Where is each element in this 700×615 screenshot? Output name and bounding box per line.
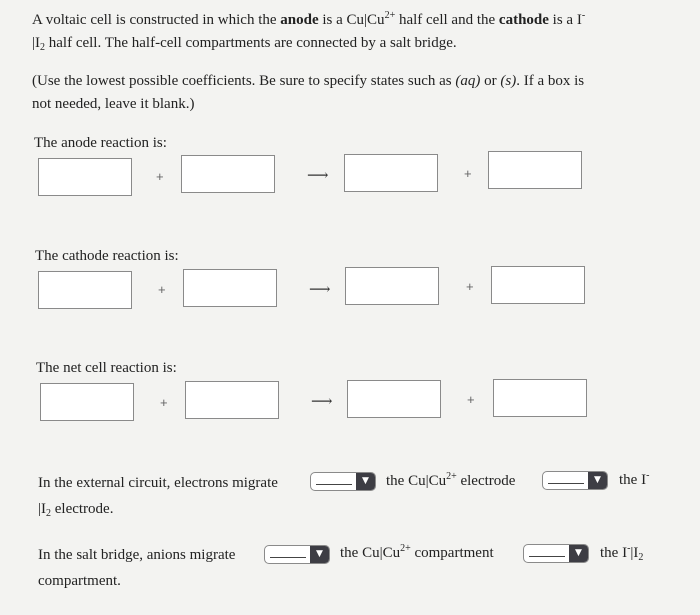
text-part: electrode.	[51, 501, 114, 517]
anode-product-2-box[interactable]	[488, 151, 582, 189]
text-part: electrode	[456, 473, 516, 489]
superscript: 2+	[384, 10, 396, 21]
intro-text: |I	[32, 35, 40, 51]
plus-sign: +	[160, 395, 168, 410]
net-reactant-1-box[interactable]	[40, 383, 134, 421]
subscript: 2	[46, 508, 51, 519]
instructions-line-1	[32, 71, 584, 91]
intro-line-2	[32, 33, 457, 53]
iodide-compartment-text	[600, 543, 643, 563]
net-product-1-box[interactable]	[347, 380, 441, 418]
external-circuit-dropdown-2[interactable]	[542, 471, 608, 490]
net-reaction-label: The net cell reaction is:	[36, 360, 177, 376]
instructions-text: or	[480, 73, 501, 89]
subscript: 2	[638, 552, 644, 563]
external-circuit-text: In the external circuit, electrons migrate	[38, 475, 278, 491]
text-part: the I	[600, 545, 628, 561]
intro-text: half cell. The half-cell compartments are connected by a salt bridge.	[45, 35, 457, 51]
intro-text: A voltaic cell is constructed in which the	[32, 12, 281, 28]
dropdown-arrow-icon[interactable]: ▼	[588, 472, 607, 489]
intro-text: is a Cu|Cu	[318, 12, 385, 28]
anode-reaction-label: The anode reaction is:	[34, 135, 167, 151]
reaction-arrow: ⟶	[307, 168, 329, 184]
text-part: |I	[630, 545, 639, 561]
intro-text: is a I	[548, 12, 582, 28]
cathode-reactant-1-box[interactable]	[38, 271, 132, 309]
cathode-reactant-2-box[interactable]	[183, 269, 277, 307]
blank-line	[270, 557, 306, 558]
superscript: -	[581, 10, 586, 21]
text-part: the I	[619, 472, 647, 488]
state-aq: (aq)	[455, 73, 481, 89]
iodide-electrode-text	[619, 470, 649, 490]
anode-reactant-1-box[interactable]	[38, 158, 132, 196]
salt-bridge-dropdown-1[interactable]	[264, 545, 330, 564]
text-part: the Cu|Cu	[340, 545, 401, 561]
reaction-arrow: ⟶	[309, 282, 331, 298]
text-part: compartment	[410, 545, 494, 561]
external-circuit-dropdown-1[interactable]	[310, 472, 376, 491]
dropdown-arrow-icon[interactable]: ▼	[310, 546, 329, 563]
cathode-reaction-label: The cathode reaction is:	[35, 248, 179, 264]
cu-electrode-text	[386, 471, 515, 491]
plus-sign: +	[467, 392, 475, 407]
plus-sign: +	[156, 169, 164, 184]
cathode-product-1-box[interactable]	[345, 267, 439, 305]
intro-line-1	[32, 10, 585, 30]
cathode-product-2-box[interactable]	[491, 266, 585, 304]
cathode-word: cathode	[498, 12, 549, 28]
superscript: 2+	[446, 471, 457, 482]
external-circuit-line-2	[38, 499, 113, 519]
salt-bridge-text: In the salt bridge, anions migrate	[38, 547, 236, 563]
state-s: (s)	[500, 73, 517, 89]
superscript: -	[646, 470, 650, 481]
plus-sign: +	[466, 279, 474, 294]
plus-sign: +	[464, 166, 472, 181]
superscript: 2+	[400, 543, 411, 554]
instructions-text: . If a box is	[516, 73, 585, 89]
instructions-line-2: not needed, leave it blank.)	[32, 96, 195, 112]
superscript: -	[627, 543, 631, 554]
net-reactant-2-box[interactable]	[185, 381, 279, 419]
dropdown-arrow-icon[interactable]: ▼	[569, 545, 588, 562]
plus-sign: +	[158, 282, 166, 297]
intro-text: half cell and the	[395, 12, 499, 28]
anode-product-1-box[interactable]	[344, 154, 438, 192]
subscript: 2	[40, 42, 45, 53]
anode-word: anode	[280, 12, 319, 28]
net-product-2-box[interactable]	[493, 379, 587, 417]
blank-line	[316, 484, 352, 485]
salt-bridge-dropdown-2[interactable]	[523, 544, 589, 563]
text-part: the Cu|Cu	[386, 473, 447, 489]
cu-compartment-text	[340, 543, 494, 563]
blank-line	[548, 483, 584, 484]
text-part: |I	[38, 501, 46, 517]
dropdown-arrow-icon[interactable]: ▼	[356, 473, 375, 490]
reaction-arrow: ⟶	[311, 394, 333, 410]
salt-bridge-line-2: compartment.	[38, 573, 121, 589]
blank-line	[529, 556, 565, 557]
anode-reactant-2-box[interactable]	[181, 155, 275, 193]
instructions-text: (Use the lowest possible coefficients. Be sure to specify states such as	[32, 73, 456, 89]
